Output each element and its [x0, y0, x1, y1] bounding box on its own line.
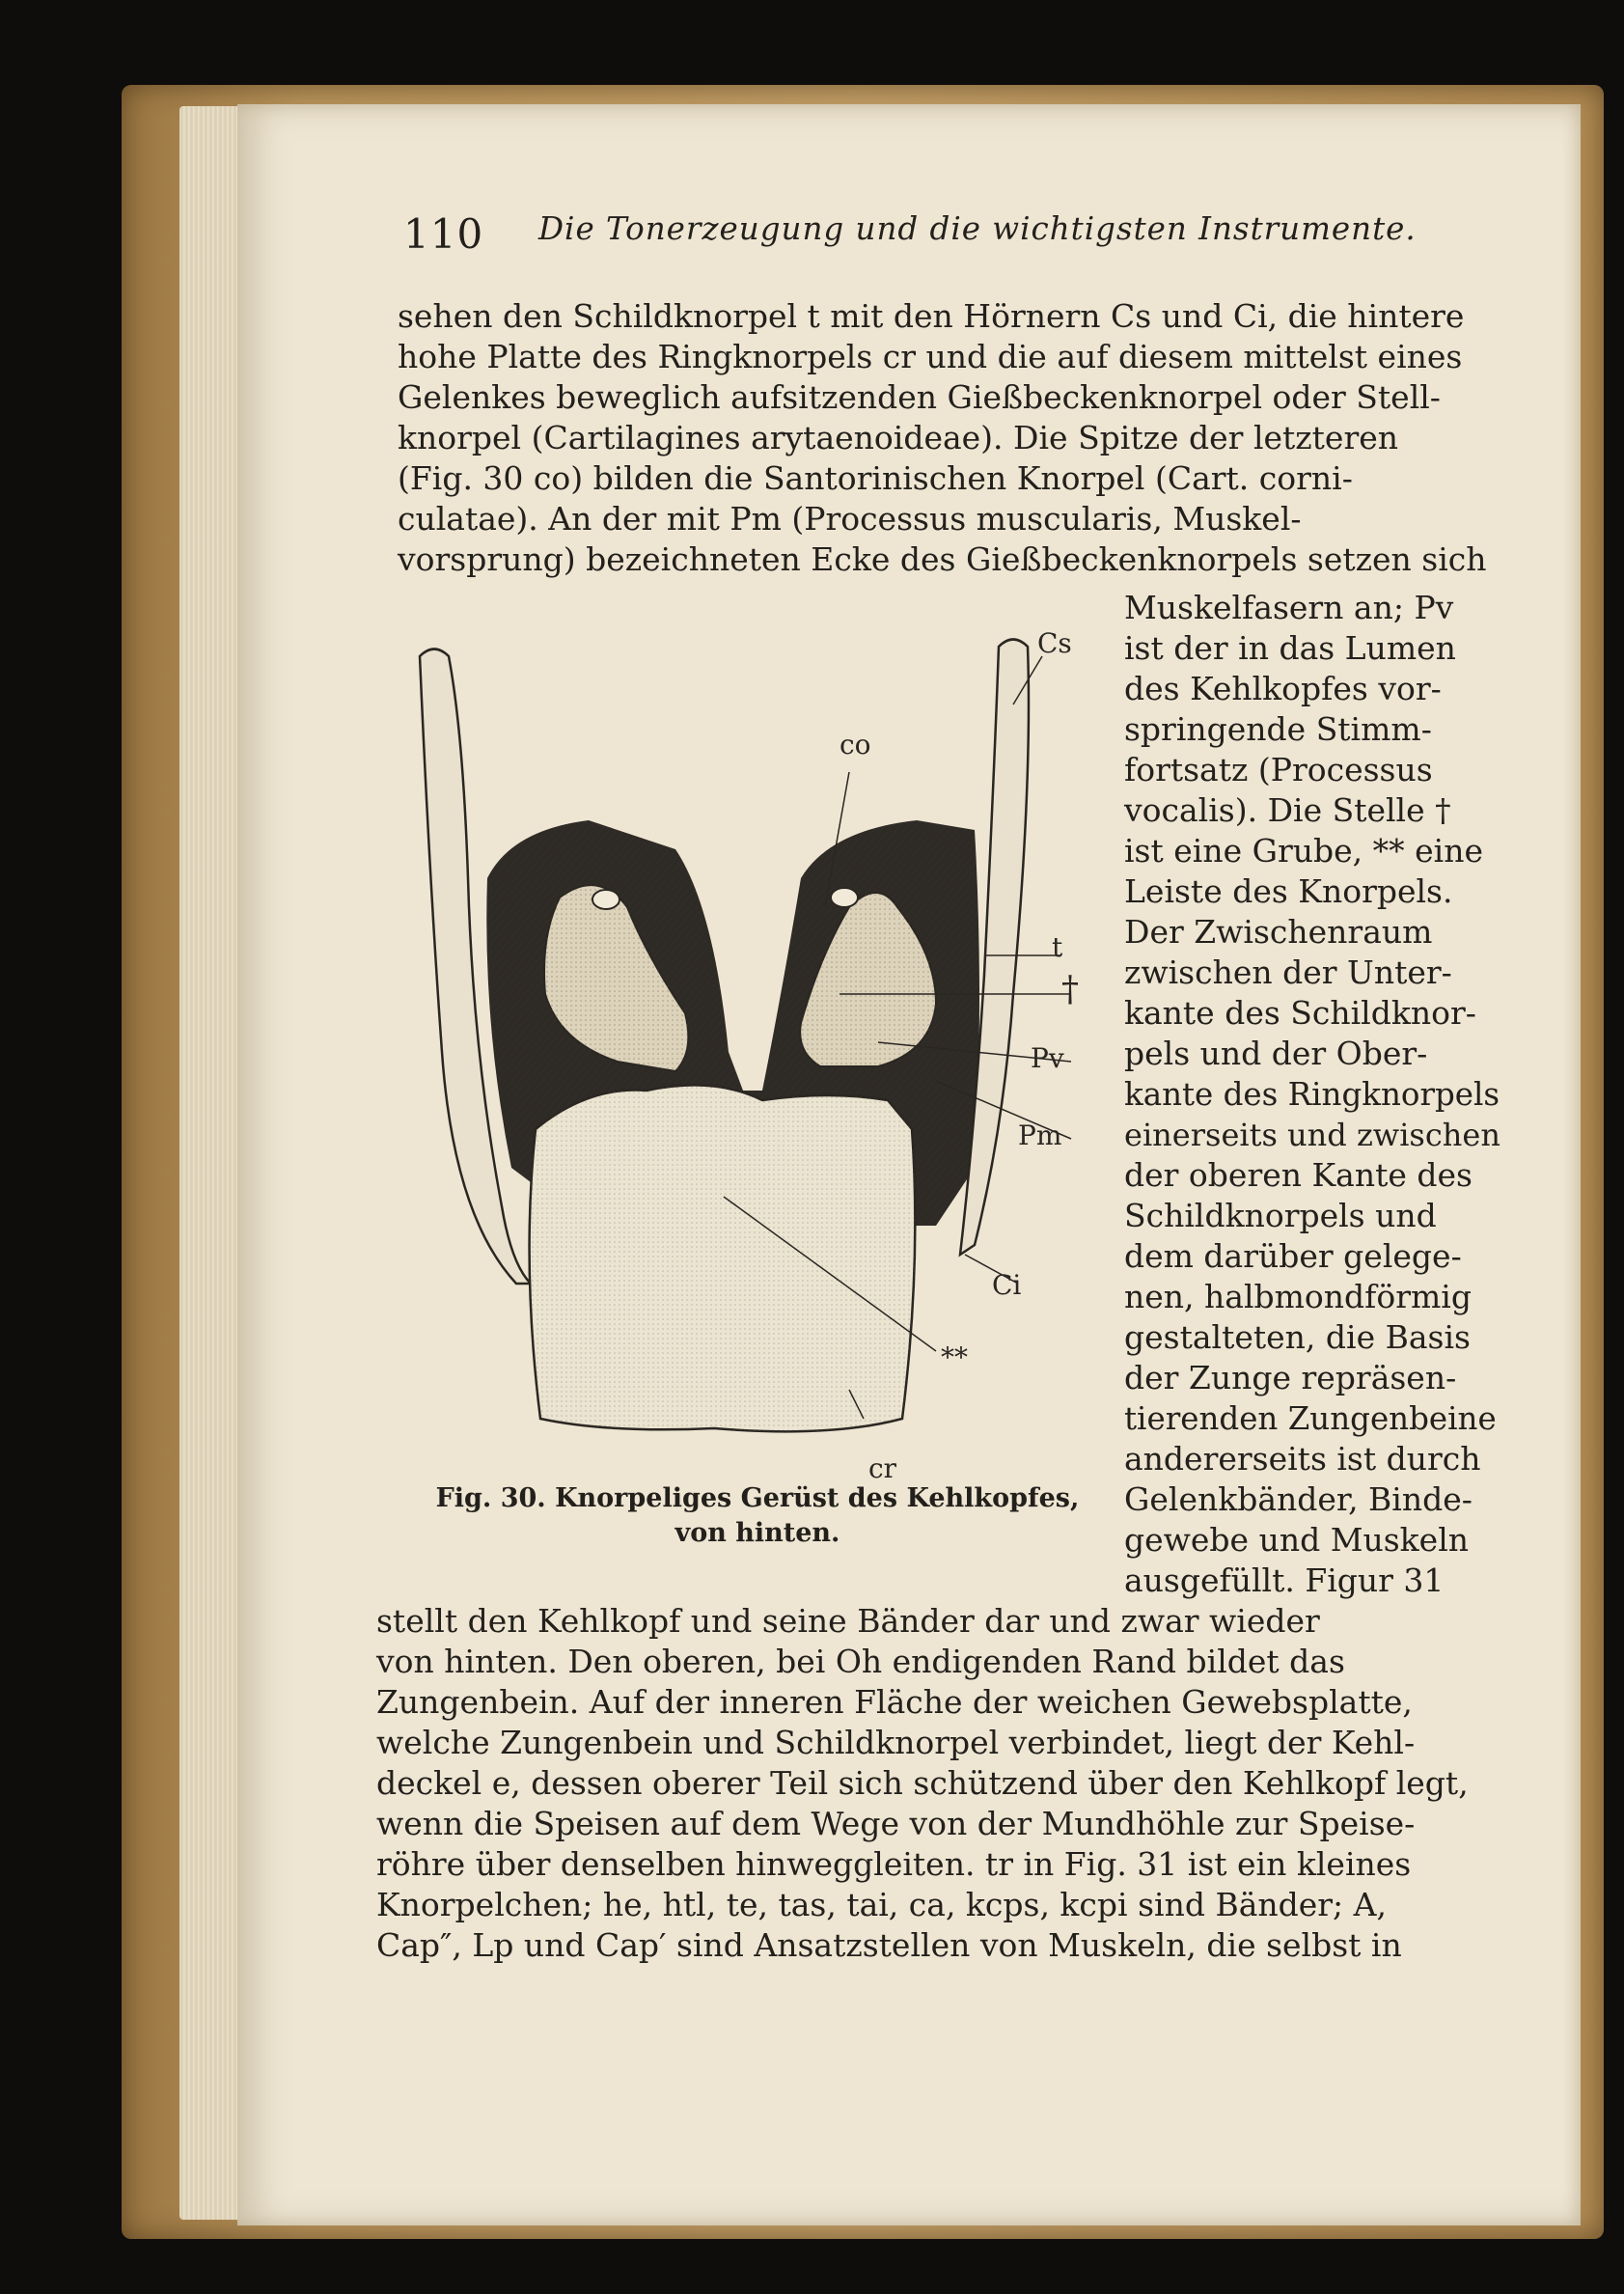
- side-line: ausgefüllt. Figur 31: [1124, 1562, 1445, 1599]
- text-line: knorpel (Cartilagines arytaenoideae). Die Spitze der letzteren: [398, 419, 1399, 456]
- larynx-figure: [396, 589, 1139, 1486]
- side-line: Gelenkbänder, Binde-: [1124, 1480, 1473, 1518]
- text-line: Cap″, Lp und Cap′ sind Ansatzstellen von Muskeln, die selbst in: [376, 1926, 1402, 1964]
- side-line: ist der in das Lumen: [1124, 629, 1456, 667]
- text-line: Gelenkes beweglich aufsitzenden Gießbeckenknorpel oder Stell-: [398, 378, 1441, 416]
- text-line: (Fig. 30 co) bilden die Santorinischen Knorpel (Cart. corni-: [398, 459, 1353, 497]
- text-line: hohe Platte des Ringknorpels cr und die auf diesem mittelst eines: [398, 338, 1463, 375]
- side-line: kante des Ringknorpels: [1124, 1076, 1500, 1113]
- side-line: andererseits ist durch: [1124, 1440, 1481, 1478]
- side-line: gestalteten, die Basis: [1124, 1318, 1471, 1356]
- text-line: Knorpelchen; he, htl, te, tas, tai, ca, kcps, kcpi sind Bänder; A,: [376, 1886, 1387, 1923]
- side-line: Der Zwischenraum: [1124, 913, 1433, 951]
- page-number: 110: [403, 210, 484, 258]
- side-line: der Zunge repräsen-: [1124, 1359, 1457, 1396]
- side-line: nen, halbmondförmig: [1124, 1278, 1472, 1315]
- page-header: [403, 210, 1436, 268]
- caption-line: von hinten.: [674, 1518, 840, 1548]
- side-line: tierenden Zungenbeine: [1124, 1400, 1497, 1437]
- running-title: Die Tonerzeugung und die wichtigsten Instrumente.: [538, 210, 1417, 247]
- label-cr: cr: [868, 1452, 897, 1484]
- label-pm: Pm: [1018, 1119, 1062, 1151]
- label-cs: Cs: [1037, 627, 1072, 659]
- side-line: einerseits und zwischen: [1124, 1117, 1500, 1153]
- label-dagger: †: [1061, 970, 1079, 1009]
- side-line: vocalis). Die Stelle †: [1124, 791, 1451, 829]
- label-pv: Pv: [1031, 1042, 1064, 1074]
- side-line: springende Stimm-: [1124, 710, 1432, 748]
- side-line: Muskelfasern an; Pv: [1124, 589, 1454, 626]
- side-line: kante des Schildknor-: [1124, 994, 1476, 1032]
- text-line: welche Zungenbein und Schildknorpel verbindet, liegt der Kehl-: [376, 1724, 1416, 1761]
- caption-line: Fig. 30. Knorpeliges Gerüst des Kehlkopfes,: [435, 1483, 1080, 1513]
- text-line: vorsprung) bezeichneten Ecke des Gießbeckenknorpels setzen sich: [398, 540, 1487, 578]
- label-t: t: [1052, 931, 1063, 963]
- side-line: gewebe und Muskeln: [1124, 1521, 1470, 1559]
- side-line: der oberen Kante des: [1124, 1156, 1473, 1194]
- side-line: des Kehlkopfes vor-: [1124, 670, 1442, 707]
- larynx-illustration: [396, 589, 1139, 1477]
- label-stars: **: [941, 1341, 968, 1373]
- text-line: culatae). An der mit Pm (Processus muscularis, Muskel-: [398, 500, 1302, 538]
- text-line: wenn die Speisen auf dem Wege von der Mundhöhle zur Speise-: [376, 1805, 1416, 1842]
- text-line: deckel e, dessen oberer Teil sich schützend über den Kehlkopf legt,: [376, 1764, 1469, 1802]
- side-line: ist eine Grube, ** eine: [1124, 832, 1483, 870]
- side-line: fortsatz (Processus: [1124, 751, 1433, 788]
- side-line: Leiste des Knorpels.: [1124, 872, 1453, 910]
- side-line: dem darüber gelege-: [1124, 1237, 1462, 1275]
- side-line: zwischen der Unter-: [1124, 954, 1452, 991]
- side-line: Schildknorpels und: [1124, 1197, 1437, 1234]
- label-co: co: [840, 729, 871, 760]
- side-line: pels und der Ober-: [1124, 1035, 1428, 1072]
- text-line: von hinten. Den oberen, bei Oh endigenden Rand bildet das: [376, 1643, 1345, 1680]
- text-line: sehen den Schildknorpel t mit den Hörnern Cs und Ci, die hintere: [398, 297, 1465, 335]
- label-ci: Ci: [992, 1269, 1022, 1301]
- figure-caption: [405, 1481, 1110, 1551]
- text-line: Zungenbein. Auf der inneren Fläche der weichen Gewebsplatte,: [376, 1683, 1413, 1721]
- text-line: röhre über denselben hinweggleiten. tr in Fig. 31 ist ein kleines: [376, 1845, 1412, 1883]
- text-line: stellt den Kehlkopf und seine Bänder dar und zwar wieder: [376, 1602, 1320, 1640]
